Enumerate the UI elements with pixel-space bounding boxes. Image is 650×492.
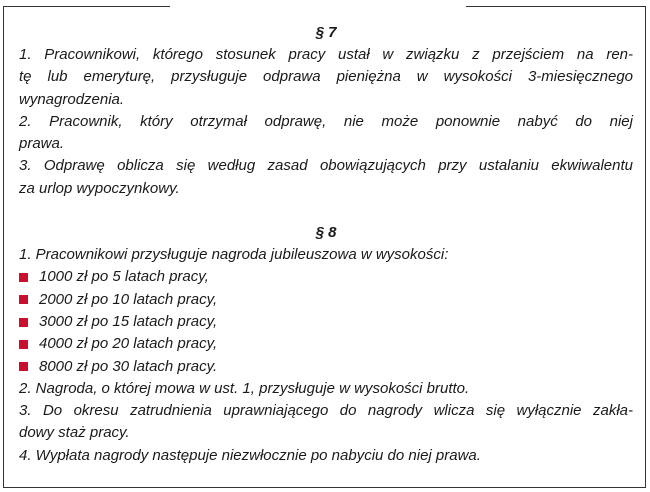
frame-top-right-segment xyxy=(466,6,646,7)
list-item-text: 8000 zł po 30 latach pracy. xyxy=(39,357,218,375)
section-7-paragraph-1 xyxy=(19,44,633,111)
list-item xyxy=(19,266,633,288)
section-8-paragraph-4: 4. Wypłata nagrody następuje niezwłocznie po nabyciu do niej prawa. xyxy=(19,446,481,464)
section-7-p1-line-3: wynagrodzenia. xyxy=(19,90,125,108)
section-8-paragraph-1: 1. Pracownikowi przysługuje nagroda jubileuszowa w wysokości: xyxy=(19,246,449,264)
list-item-text: 4000 zł po 20 latach pracy, xyxy=(39,335,218,353)
section-7-p1-line-1: 1. Pracownikowi, którego stosunek pracy ustał w związku z przejściem na ren- xyxy=(19,46,633,63)
section-gap xyxy=(19,200,633,222)
section-7-p3-line-2: za urlop wypoczynkowy. xyxy=(19,179,180,197)
section-8-paragraph-2: 2. Nagroda, o której mowa w ust. 1, przysługuje w wysokości brutto. xyxy=(19,379,470,397)
section-7-p2-line-1: 2. Pracownik, który otrzymał odprawę, nie może ponownie nabyć do niej xyxy=(19,112,633,130)
section-8-paragraph-3 xyxy=(19,400,633,445)
red-square-bullet-icon xyxy=(19,273,28,282)
section-7-paragraph-2 xyxy=(19,111,633,156)
section-8-p3-line-1: 3. Do okresu zatrudnienia uprawniającego do nagrody wlicza się wyłącznie zakła- xyxy=(19,402,633,420)
list-item-text: 2000 zł po 10 latach pracy, xyxy=(39,290,218,308)
section-7-p2-line-2: prawa. xyxy=(19,135,65,153)
frame-top-left-segment xyxy=(3,6,170,7)
list-item xyxy=(19,311,633,333)
section-8-heading: § 8 xyxy=(315,224,337,242)
section-7-paragraph-3 xyxy=(19,155,633,200)
list-item xyxy=(19,289,633,311)
list-item xyxy=(19,333,633,355)
section-7-p1-line-2: tę lub emeryturę, przysługuje odprawa pieniężna w wysokości 3-miesięcznego xyxy=(19,68,633,86)
section-7-p3-line-1: 3. Odprawę oblicza się według zasad obowiązujących przy ustalaniu ekwiwalentu xyxy=(19,157,633,175)
list-item-text: 3000 zł po 15 latach pracy, xyxy=(39,312,218,330)
section-7-heading: § 7 xyxy=(315,24,337,41)
section-8-p3-line-2: dowy staż pracy. xyxy=(19,424,130,442)
red-square-bullet-icon xyxy=(19,295,28,304)
list-item xyxy=(19,356,633,378)
list-item-text: 1000 zł po 5 latach pracy, xyxy=(39,268,209,286)
jubilee-award-list xyxy=(19,266,633,377)
document-content xyxy=(19,22,633,467)
red-square-bullet-icon xyxy=(19,340,28,349)
red-square-bullet-icon xyxy=(19,318,28,327)
red-square-bullet-icon xyxy=(19,362,28,371)
